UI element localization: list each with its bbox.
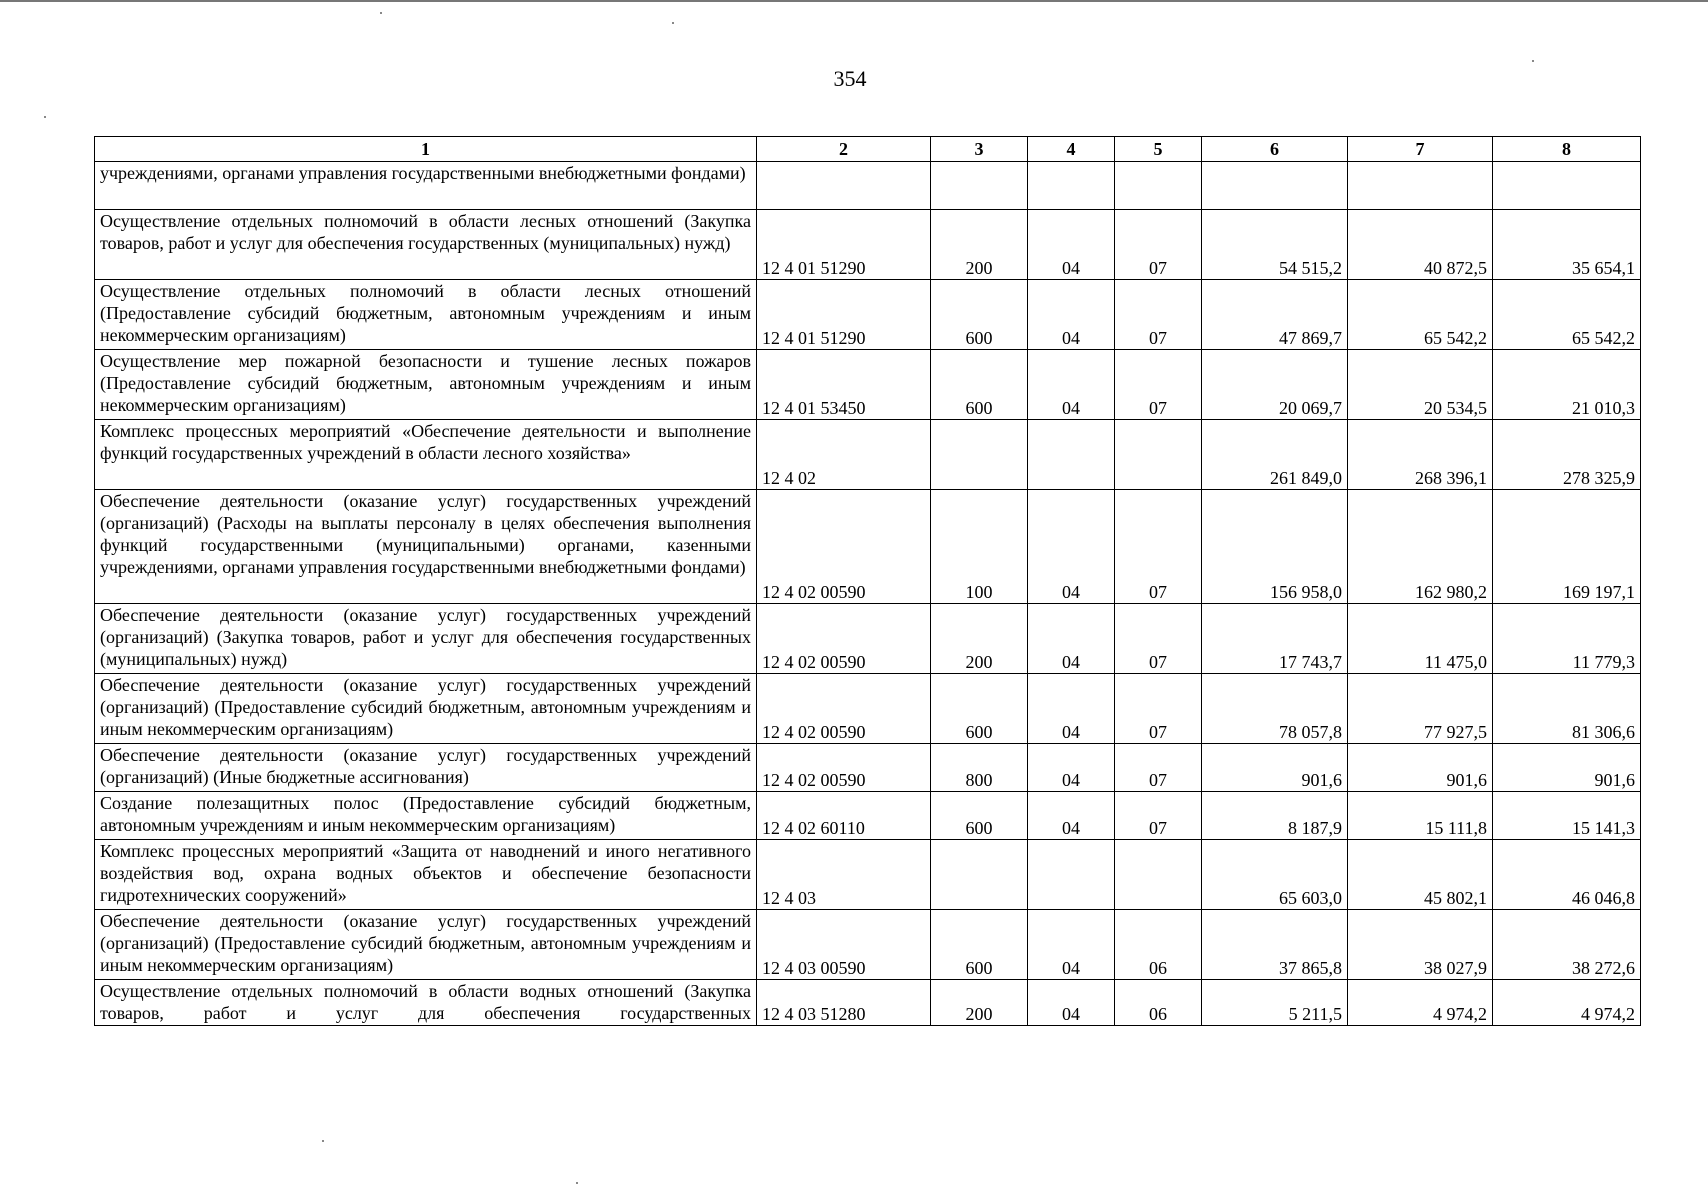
target-article-code: 12 4 02 00590 xyxy=(757,604,931,674)
scan-speck xyxy=(44,116,46,118)
column-header-3: 3 xyxy=(931,137,1028,162)
section-code: 04 xyxy=(1028,280,1115,350)
target-article-code: 12 4 02 00590 xyxy=(757,744,931,792)
row-description: Осуществление мер пожарной безопасности и тушение лесных пожаров (Предоставление субсидий бюджетным, автономным учреждениям и иным некоммерческим организациям) xyxy=(95,350,757,420)
subsection-code: 07 xyxy=(1115,744,1202,792)
page-number: 354 xyxy=(833,66,867,91)
amount-year-3: 65 542,2 xyxy=(1493,280,1641,350)
amount-year-1: 47 869,7 xyxy=(1202,280,1348,350)
expense-type-code: 600 xyxy=(931,350,1028,420)
amount-year-2: 77 927,5 xyxy=(1348,674,1493,744)
amount-year-2: 45 802,1 xyxy=(1348,840,1493,910)
subsection-code: 07 xyxy=(1115,674,1202,744)
row-description: Осуществление отдельных полномочий в области лесных отношений (Закупка товаров, работ и услуг для обеспечения государственных (муниципальных) нужд) xyxy=(95,210,757,280)
budget-table xyxy=(94,136,1641,1026)
amount-year-1: 54 515,2 xyxy=(1202,210,1348,280)
column-header-5: 5 xyxy=(1115,137,1202,162)
section-code xyxy=(1028,162,1115,210)
amount-year-3: 35 654,1 xyxy=(1493,210,1641,280)
table-row xyxy=(95,350,1641,420)
amount-year-2 xyxy=(1348,162,1493,210)
amount-year-1: 20 069,7 xyxy=(1202,350,1348,420)
table-row xyxy=(95,420,1641,490)
subsection-code: 07 xyxy=(1115,210,1202,280)
amount-year-2: 15 111,8 xyxy=(1348,792,1493,840)
scan-speck xyxy=(1532,60,1534,62)
amount-year-3: 46 046,8 xyxy=(1493,840,1641,910)
amount-year-1: 37 865,8 xyxy=(1202,910,1348,980)
amount-year-3: 21 010,3 xyxy=(1493,350,1641,420)
expense-type-code: 600 xyxy=(931,280,1028,350)
target-article-code xyxy=(757,162,931,210)
subsection-code: 07 xyxy=(1115,490,1202,604)
target-article-code: 12 4 03 00590 xyxy=(757,910,931,980)
column-header-8: 8 xyxy=(1493,137,1641,162)
amount-year-2: 901,6 xyxy=(1348,744,1493,792)
table-row xyxy=(95,210,1641,280)
subsection-code: 06 xyxy=(1115,910,1202,980)
expense-type-code: 200 xyxy=(931,604,1028,674)
row-description: Осуществление отдельных полномочий в области водных отношений (Закупка товаров, работ и услуг для обеспечения государственных xyxy=(95,980,757,1026)
subsection-code xyxy=(1115,420,1202,490)
amount-year-1: 901,6 xyxy=(1202,744,1348,792)
amount-year-1: 156 958,0 xyxy=(1202,490,1348,604)
section-code: 04 xyxy=(1028,604,1115,674)
amount-year-2: 40 872,5 xyxy=(1348,210,1493,280)
expense-type-code xyxy=(931,840,1028,910)
page-top-border xyxy=(0,0,1708,2)
scan-speck xyxy=(576,1182,578,1184)
amount-year-3 xyxy=(1493,162,1641,210)
table-row xyxy=(95,490,1641,604)
amount-year-2: 65 542,2 xyxy=(1348,280,1493,350)
amount-year-3: 169 197,1 xyxy=(1493,490,1641,604)
column-header-2: 2 xyxy=(757,137,931,162)
target-article-code: 12 4 02 60110 xyxy=(757,792,931,840)
amount-year-3: 11 779,3 xyxy=(1493,604,1641,674)
amount-year-3: 901,6 xyxy=(1493,744,1641,792)
row-description: Обеспечение деятельности (оказание услуг) государственных учреждений (организаций) (Расходы на выплаты персоналу в целях обеспечения выполнения функций государственными (муниципальными) органами, казенными учреждениями, органами управления государственными внебюджетными фондами) xyxy=(95,490,757,604)
table-row xyxy=(95,280,1641,350)
amount-year-3: 38 272,6 xyxy=(1493,910,1641,980)
section-code: 04 xyxy=(1028,210,1115,280)
row-description: Обеспечение деятельности (оказание услуг) государственных учреждений (организаций) (Закупка товаров, работ и услуг для обеспечения государственных (муниципальных) нужд) xyxy=(95,604,757,674)
amount-year-3: 4 974,2 xyxy=(1493,980,1641,1026)
subsection-code: 07 xyxy=(1115,350,1202,420)
amount-year-1: 261 849,0 xyxy=(1202,420,1348,490)
subsection-code: 07 xyxy=(1115,604,1202,674)
amount-year-3: 15 141,3 xyxy=(1493,792,1641,840)
scan-speck xyxy=(380,12,382,14)
table-row xyxy=(95,744,1641,792)
subsection-code: 07 xyxy=(1115,280,1202,350)
section-code: 04 xyxy=(1028,980,1115,1026)
target-article-code: 12 4 02 00590 xyxy=(757,490,931,604)
amount-year-1: 5 211,5 xyxy=(1202,980,1348,1026)
target-article-code: 12 4 01 51290 xyxy=(757,210,931,280)
expense-type-code: 800 xyxy=(931,744,1028,792)
section-code: 04 xyxy=(1028,744,1115,792)
row-description: Обеспечение деятельности (оказание услуг) государственных учреждений (организаций) (Предоставление субсидий бюджетным, автономным учреждениям и иным некоммерческим организациям) xyxy=(95,910,757,980)
row-description: Комплекс процессных мероприятий «Защита от наводнений и иного негативного воздействия вод, охрана водных объектов и обеспечение безопасности гидротехнических сооружений» xyxy=(95,840,757,910)
target-article-code: 12 4 03 xyxy=(757,840,931,910)
table-row xyxy=(95,910,1641,980)
amount-year-1: 17 743,7 xyxy=(1202,604,1348,674)
expense-type-code: 100 xyxy=(931,490,1028,604)
row-description: Создание полезащитных полос (Предоставление субсидий бюджетным, автономным учреждениям и иным некоммерческим организациям) xyxy=(95,792,757,840)
column-header-4: 4 xyxy=(1028,137,1115,162)
target-article-code: 12 4 02 xyxy=(757,420,931,490)
subsection-code xyxy=(1115,162,1202,210)
row-description: Осуществление отдельных полномочий в области лесных отношений (Предоставление субсидий бюджетным, автономным учреждениям и иным некоммерческим организациям) xyxy=(95,280,757,350)
subsection-code: 06 xyxy=(1115,980,1202,1026)
amount-year-2: 20 534,5 xyxy=(1348,350,1493,420)
section-code: 04 xyxy=(1028,490,1115,604)
row-description: Комплекс процессных мероприятий «Обеспечение деятельности и выполнение функций государственных учреждений в области лесного хозяйства» xyxy=(95,420,757,490)
table-body xyxy=(95,162,1641,1026)
table-row xyxy=(95,674,1641,744)
target-article-code: 12 4 01 53450 xyxy=(757,350,931,420)
amount-year-1 xyxy=(1202,162,1348,210)
section-code: 04 xyxy=(1028,910,1115,980)
table-header-row xyxy=(95,137,1641,162)
amount-year-2: 38 027,9 xyxy=(1348,910,1493,980)
column-header-6: 6 xyxy=(1202,137,1348,162)
section-code: 04 xyxy=(1028,350,1115,420)
row-description: Обеспечение деятельности (оказание услуг) государственных учреждений (организаций) (Предоставление субсидий бюджетным, автономным учреждениям и иным некоммерческим организациям) xyxy=(95,674,757,744)
table-row xyxy=(95,840,1641,910)
section-code: 04 xyxy=(1028,792,1115,840)
subsection-code: 07 xyxy=(1115,792,1202,840)
expense-type-code: 200 xyxy=(931,210,1028,280)
amount-year-3: 278 325,9 xyxy=(1493,420,1641,490)
amount-year-1: 8 187,9 xyxy=(1202,792,1348,840)
table-row xyxy=(95,980,1641,1026)
expense-type-code: 200 xyxy=(931,980,1028,1026)
amount-year-1: 65 603,0 xyxy=(1202,840,1348,910)
target-article-code: 12 4 01 51290 xyxy=(757,280,931,350)
amount-year-2: 11 475,0 xyxy=(1348,604,1493,674)
expense-type-code: 600 xyxy=(931,792,1028,840)
amount-year-2: 4 974,2 xyxy=(1348,980,1493,1026)
amount-year-2: 162 980,2 xyxy=(1348,490,1493,604)
scan-speck xyxy=(322,1140,324,1142)
expense-type-code xyxy=(931,162,1028,210)
amount-year-1: 78 057,8 xyxy=(1202,674,1348,744)
table-row xyxy=(95,604,1641,674)
expense-type-code: 600 xyxy=(931,910,1028,980)
subsection-code xyxy=(1115,840,1202,910)
section-code xyxy=(1028,840,1115,910)
expense-type-code xyxy=(931,420,1028,490)
table-row xyxy=(95,162,1641,210)
target-article-code: 12 4 02 00590 xyxy=(757,674,931,744)
row-description: Обеспечение деятельности (оказание услуг) государственных учреждений (организаций) (Иные бюджетные ассигнования) xyxy=(95,744,757,792)
amount-year-3: 81 306,6 xyxy=(1493,674,1641,744)
expense-type-code: 600 xyxy=(931,674,1028,744)
section-code xyxy=(1028,420,1115,490)
table-row xyxy=(95,792,1641,840)
column-header-7: 7 xyxy=(1348,137,1493,162)
amount-year-2: 268 396,1 xyxy=(1348,420,1493,490)
target-article-code: 12 4 03 51280 xyxy=(757,980,931,1026)
column-header-1: 1 xyxy=(95,137,757,162)
section-code: 04 xyxy=(1028,674,1115,744)
row-description: учреждениями, органами управления государственными внебюджетными фондами) xyxy=(95,162,757,210)
scan-speck xyxy=(672,22,674,24)
